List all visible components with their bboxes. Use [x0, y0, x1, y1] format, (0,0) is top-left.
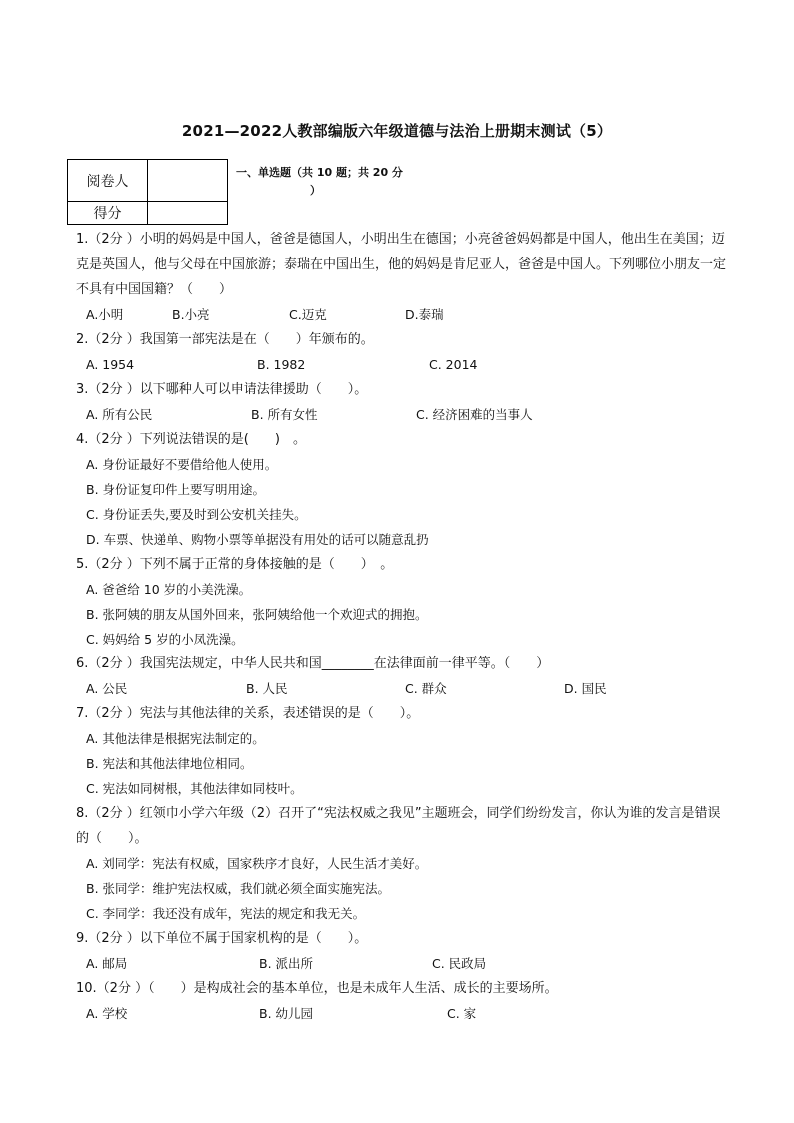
q7-option-b: B. 宪法和其他法律地位相同。	[86, 756, 253, 771]
reviewer-label: 阅卷人	[68, 160, 148, 202]
q9-option-b: B. 派出所	[259, 956, 314, 971]
q9-option-a: A. 邮局	[86, 956, 128, 971]
question-4: 4.（2分 ）下列说法错误的是( ) 。	[76, 432, 306, 447]
question-9: 9.（2分 ）以下单位不属于国家机构的是（ ）。	[76, 931, 368, 946]
score-label: 得分	[68, 202, 148, 225]
question-8: 8.（2分 ）红领巾小学六年级（2）召开了“宪法权威之我见”主题班会，同学们纷纷发言，你认为谁的发言是错误的（ ）。	[76, 806, 721, 846]
q6-option-d: D. 国民	[564, 681, 607, 696]
q3-option-a: A. 所有公民	[86, 407, 153, 422]
q10-option-b: B. 幼儿园	[259, 1006, 314, 1021]
q8-option-b: B. 张同学：维护宪法权威，我们就必须全面实施宪法。	[86, 881, 391, 896]
q4-option-c: C. 身份证丢失,要及时到公安机关挂失。	[86, 507, 307, 522]
q3-option-c: C. 经济困难的当事人	[416, 407, 533, 422]
q2-option-c: C. 2014	[429, 357, 478, 372]
q5-option-b: B. 张阿姨的朋友从国外回来，张阿姨给他一个欢迎式的拥抱。	[86, 607, 428, 622]
question-1: 1.（2分 ）小明的妈妈是中国人，爸爸是德国人，小明出生在德国；小亮爸爸妈妈都是中国人，他出生在美国；迈克是英国人，他与父母在中国旅游；泰瑞在中国出生，他的妈妈是肯尼亚人，爸爸是中国人。下列哪位小朋友一定不具有中国国籍？（ ）	[76, 232, 727, 297]
q4-option-a: A. 身份证最好不要借给他人使用。	[86, 457, 278, 472]
score-blank	[148, 202, 228, 225]
q10-option-c: C. 家	[447, 1006, 477, 1021]
q8-option-c: C. 李同学：我还没有成年，宪法的规定和我无关。	[86, 906, 366, 921]
q7-option-a: A. 其他法律是根据宪法制定的。	[86, 731, 265, 746]
q1-option-c: C.迈克	[289, 307, 327, 322]
q4-option-d: D. 车票、快递单、购物小票等单据没有用处的话可以随意乱扔	[86, 532, 429, 547]
q1-option-b: B.小亮	[172, 307, 210, 322]
question-7: 7.（2分 ）宪法与其他法律的关系，表述错误的是（ ）。	[76, 706, 420, 721]
question-10: 10.（2分 ）（ ）是构成社会的基本单位，也是未成年人生活、成长的主要场所。	[76, 981, 558, 996]
q5-option-a: A. 爸爸给 10 岁的小美洗澡。	[86, 582, 252, 597]
q9-option-c: C. 民政局	[432, 956, 487, 971]
section-heading-line1: 一、单选题（共 10 题；共 20 分	[236, 166, 403, 179]
q6-option-a: A. 公民	[86, 681, 128, 696]
question-3: 3.（2分 ）以下哪种人可以申请法律援助（ ）。	[76, 382, 368, 397]
q10-option-a: A. 学校	[86, 1006, 128, 1021]
question-2: 2.（2分 ）我国第一部宪法是在（ ）年颁布的。	[76, 332, 374, 347]
q1-option-d: D.泰瑞	[405, 307, 444, 322]
section-heading	[236, 164, 416, 200]
q1-option-a: A.小明	[86, 307, 124, 322]
q2-option-a: A. 1954	[86, 357, 135, 372]
question-5: 5.（2分 ）下列不属于正常的身体接触的是（ ） 。	[76, 557, 394, 572]
q5-option-c: C. 妈妈给 5 岁的小凤洗澡。	[86, 632, 244, 647]
q7-option-c: C. 宪法如同树根，其他法律如同枝叶。	[86, 781, 303, 796]
section-heading-line2: ）	[310, 184, 321, 197]
document-title: 2021—2022人教部编版六年级道德与法治上册期末测试（5）	[181, 122, 613, 140]
q8-option-a: A. 刘同学：宪法有权威，国家秩序才良好，人民生活才美好。	[86, 856, 428, 871]
reviewer-blank	[148, 160, 228, 202]
q6-option-b: B. 人民	[246, 681, 288, 696]
q4-option-b: B. 身份证复印件上要写明用途。	[86, 482, 266, 497]
score-table	[67, 159, 228, 225]
q3-option-b: B. 所有女性	[251, 407, 318, 422]
q2-option-b: B. 1982	[257, 357, 306, 372]
question-6: 6.（2分 ）我国宪法规定，中华人民共和国________在法律面前一律平等。（ ）	[76, 656, 550, 671]
q6-option-c: C. 群众	[405, 681, 447, 696]
